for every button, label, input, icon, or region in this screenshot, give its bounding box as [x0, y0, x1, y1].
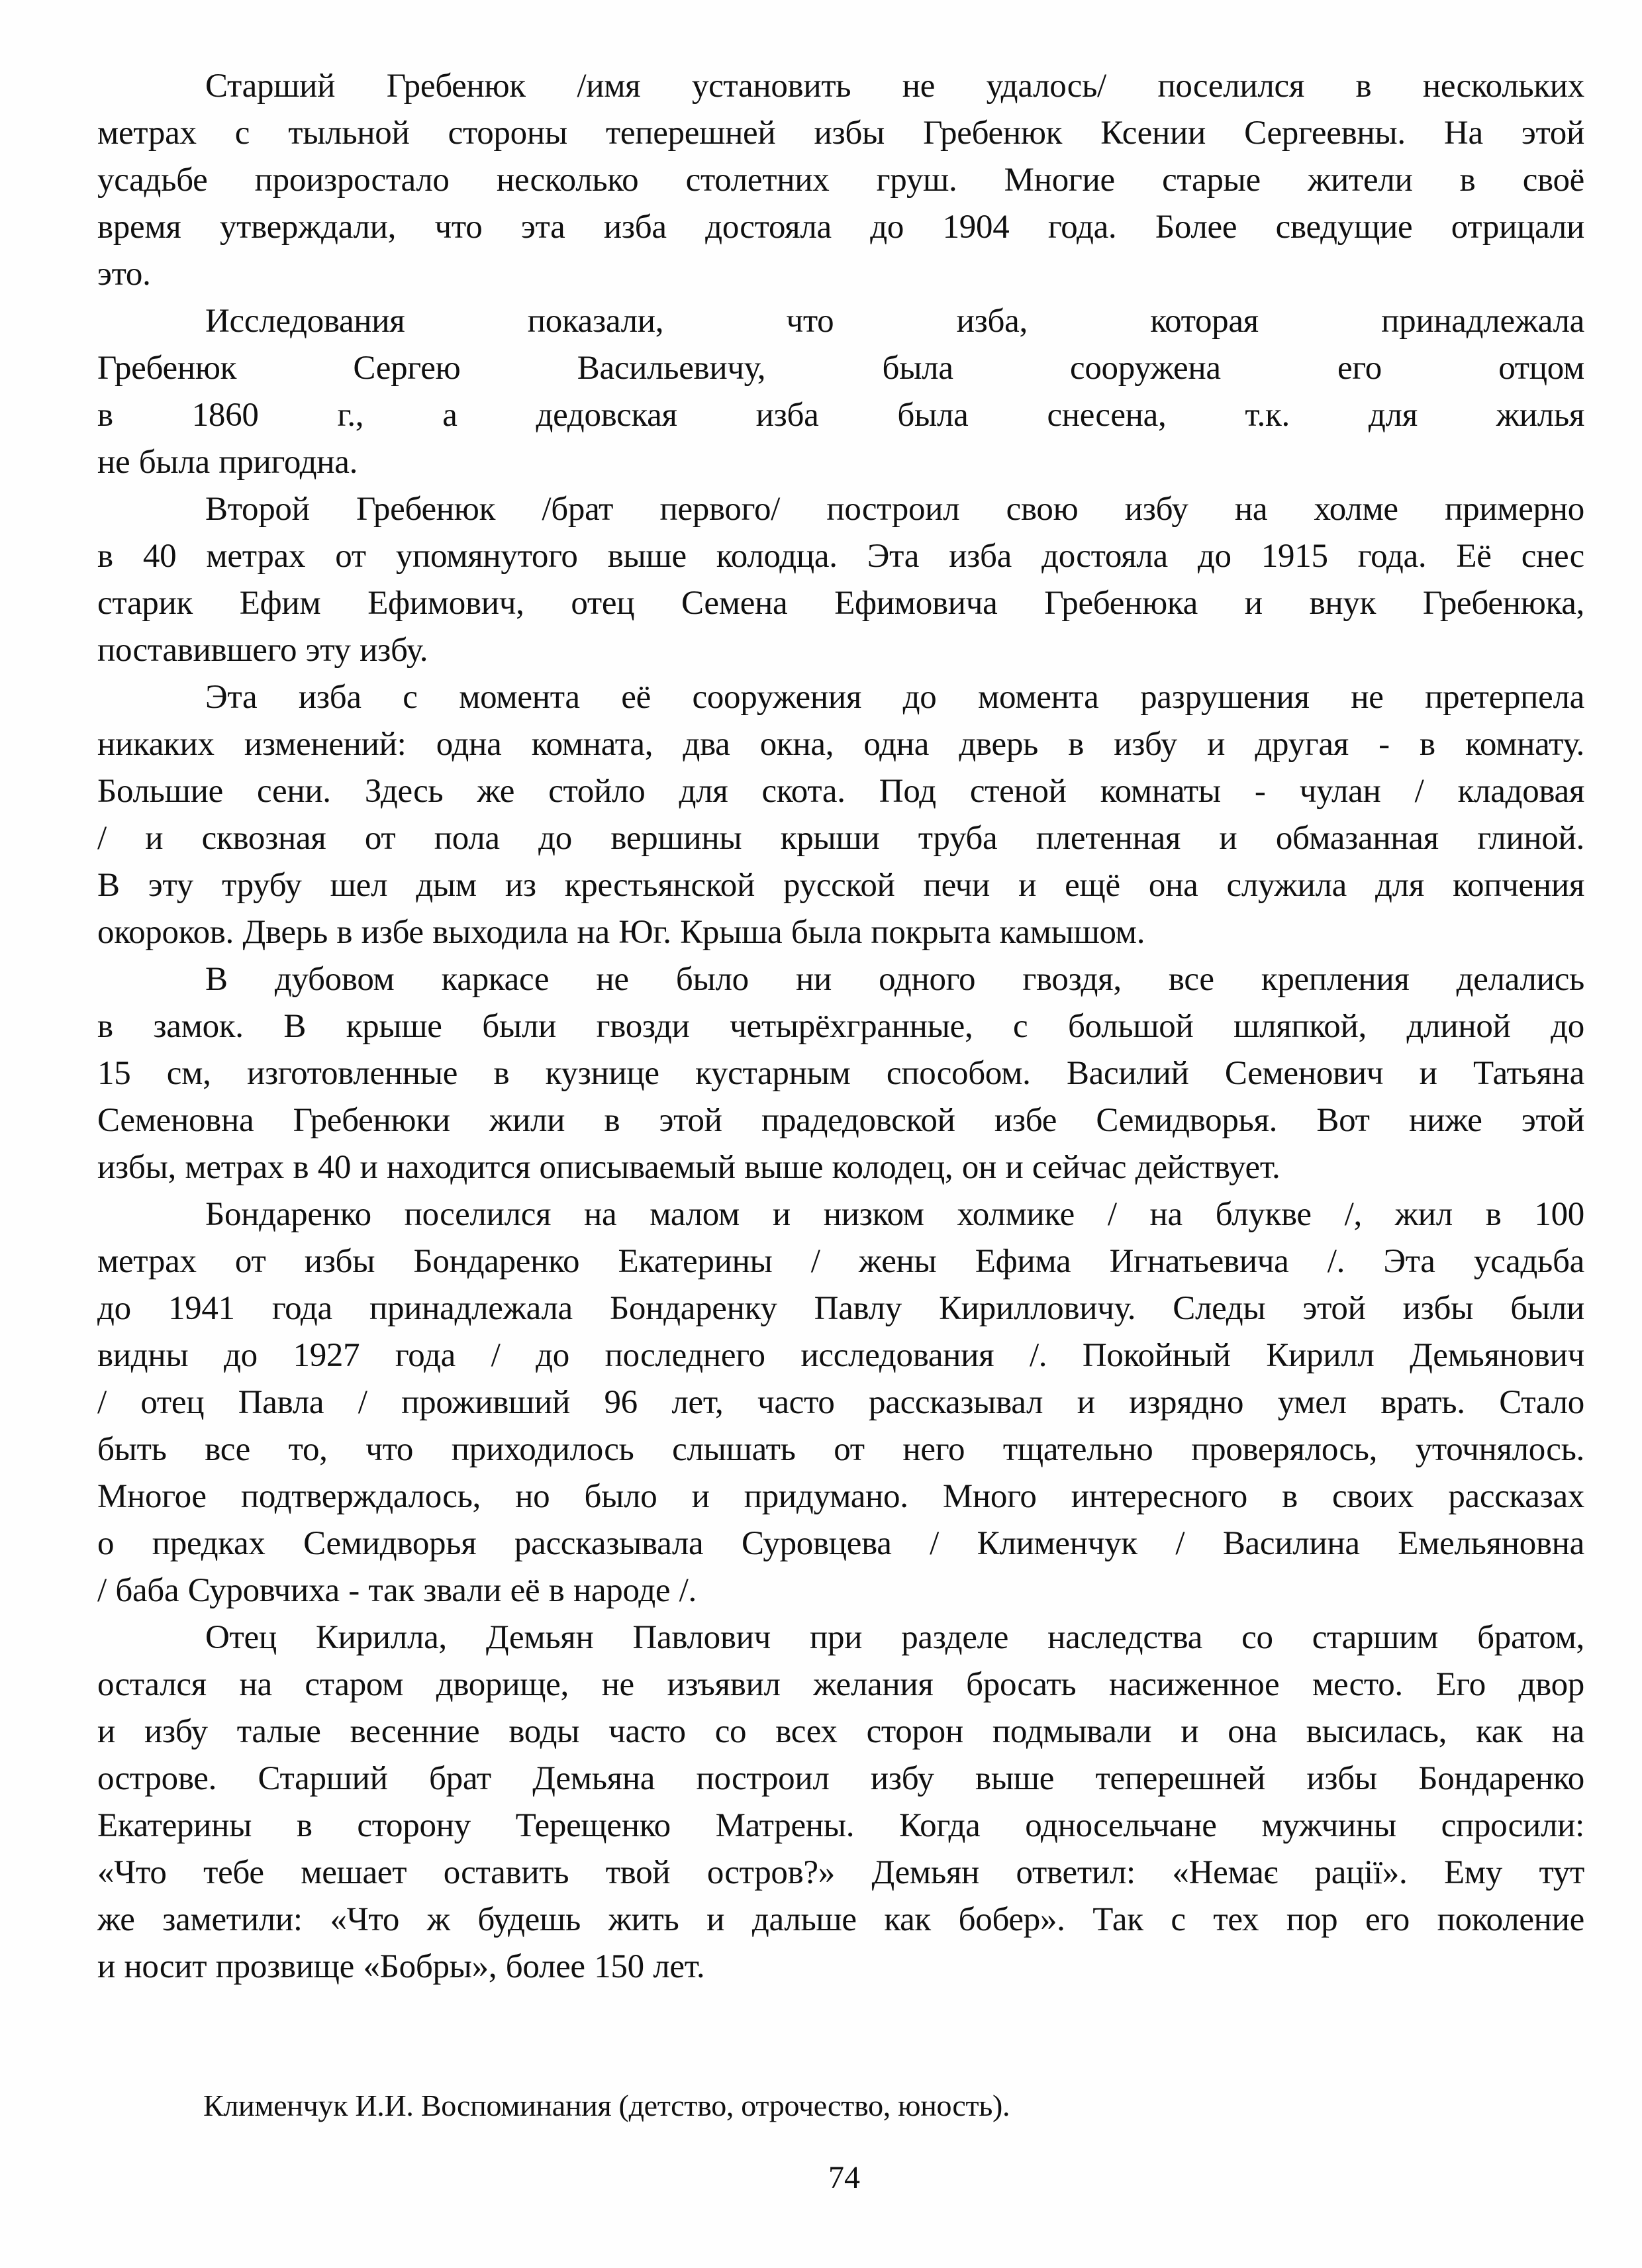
text-line: быть все то, что приходилось слышать от него тщательно проверялось, уточнялось.: [97, 1431, 1584, 1468]
text-line: видны до 1927 года / до последнего исследования /. Покойный Кирилл Демьянович: [97, 1337, 1584, 1374]
text-line: до 1941 года принадлежала Бондаренку Павлу Кирилловичу. Следы этой избы были: [97, 1290, 1584, 1327]
paragraph: [97, 1614, 1584, 1991]
paragraph: [97, 298, 1584, 486]
text-line: в замок. В крыше были гвозди четырёхгранные, с большой шляпкой, длиной до: [97, 1008, 1584, 1045]
text-line: Семеновна Гребенюки жили в этой прадедовской избе Семидворья. Вот ниже этой: [97, 1102, 1584, 1139]
text-line: поставившего эту избу.: [97, 632, 428, 669]
text-line: Бондаренко поселился на малом и низком холмике / на блукве /, жил в 100: [205, 1196, 1584, 1233]
text-line: это.: [97, 256, 151, 293]
text-line: Второй Гребенюк /брат первого/ построил свою избу на холме примерно: [205, 491, 1584, 528]
footnote: Клименчук И.И. Воспоминания (детство, отрочество, юность).: [203, 2089, 1010, 2122]
text-line: Отец Кирилла, Демьян Павлович при разделе наследства со старшим братом,: [205, 1619, 1584, 1656]
text-line: время утверждали, что эта изба достояла до 1904 года. Более сведущие отрицали: [97, 209, 1584, 246]
text-line: усадьбе произростало несколько столетних груш. Многие старые жители в своё: [97, 162, 1584, 199]
text-line: / и сквозная от пола до вершины крыши труба плетенная и обмазанная глиной.: [97, 820, 1584, 857]
text-line: о предках Семидворья рассказывала Суровцева / Клименчук / Василина Емельяновна: [97, 1525, 1584, 1562]
text-line: / баба Суровчиха - так звали её в народе /.: [97, 1572, 697, 1609]
text-line: Исследования показали, что изба, которая принадлежала: [205, 303, 1584, 340]
text-line: В дубовом каркасе не было ни одного гвоздя, все крепления делались: [205, 961, 1584, 998]
text-line: никаких изменений: одна комната, два окна, одна дверь в избу и другая - в комнату.: [97, 726, 1584, 763]
text-line: острове. Старший брат Демьяна построил избу выше теперешней избы Бондаренко: [97, 1760, 1584, 1797]
paragraph: [97, 1191, 1584, 1614]
page-number: 74: [828, 2160, 860, 2195]
text-line: Эта изба с момента её сооружения до момента разрушения не претерпела: [205, 679, 1584, 716]
text-line: 15 см, изготовленные в кузнице кустарным способом. Василий Семенович и Татьяна: [97, 1055, 1584, 1092]
text-line: метрах от избы Бондаренко Екатерины / жены Ефима Игнатьевича /. Эта усадьба: [97, 1243, 1584, 1280]
paragraph: [97, 674, 1584, 956]
text-line: В эту трубу шел дым из крестьянской русской печи и ещё она служила для копчения: [97, 867, 1584, 904]
text-line: и избу талые весенние воды часто со всех сторон подмывали и она высилась, как на: [97, 1713, 1584, 1750]
text-line: Екатерины в сторону Терещенко Матрены. Когда односельчане мужчины спросили:: [97, 1807, 1584, 1844]
text-line: избы, метрах в 40 и находится описываемый выше колодец, он и сейчас действует.: [97, 1149, 1280, 1186]
text-line: Гребенюк Сергею Васильевичу, была сооружена его отцом: [97, 350, 1584, 387]
text-line: Многое подтверждалось, но было и придумано. Много интересного в своих рассказах: [97, 1478, 1584, 1515]
text-line: Большие сени. Здесь же стойло для скота. Под стеной комнаты - чулан / кладовая: [97, 773, 1584, 810]
document-body: [97, 63, 1584, 1991]
text-line: метрах с тыльной стороны теперешней избы Гребенюк Ксении Сергеевны. На этой: [97, 115, 1584, 152]
text-line: окороков. Дверь в избе выходила на Юг. Крыша была покрыта камышом.: [97, 914, 1145, 951]
text-line: / отец Павла / проживший 96 лет, часто рассказывал и изрядно умел врать. Стало: [97, 1384, 1584, 1421]
text-line: не была пригодна.: [97, 444, 358, 481]
text-line: Старший Гребенюк /имя установить не удалось/ поселился в нескольких: [205, 68, 1584, 105]
paragraph: [97, 486, 1584, 674]
text-line: остался на старом дворище, не изъявил желания бросать насиженное место. Его двор: [97, 1666, 1584, 1703]
text-line: и носит прозвище «Бобры», более 150 лет.: [97, 1948, 705, 1985]
text-line: старик Ефим Ефимович, отец Семена Ефимовича Гребенюка и внук Гребенюка,: [97, 585, 1584, 622]
text-line: в 40 метрах от упомянутого выше колодца. Эта изба достояла до 1915 года. Её снес: [97, 538, 1584, 575]
text-line: же заметили: «Что ж будешь жить и дальше как бобер». Так с тех пор его поколение: [97, 1901, 1584, 1938]
paragraph: [97, 63, 1584, 298]
text-line: «Что тебе мешает оставить твой остров?» Демьян ответил: «Немає рації». Ему тут: [97, 1854, 1584, 1891]
paragraph: [97, 956, 1584, 1191]
text-line: в 1860 г., а дедовская изба была снесена, т.к. для жилья: [97, 397, 1584, 434]
